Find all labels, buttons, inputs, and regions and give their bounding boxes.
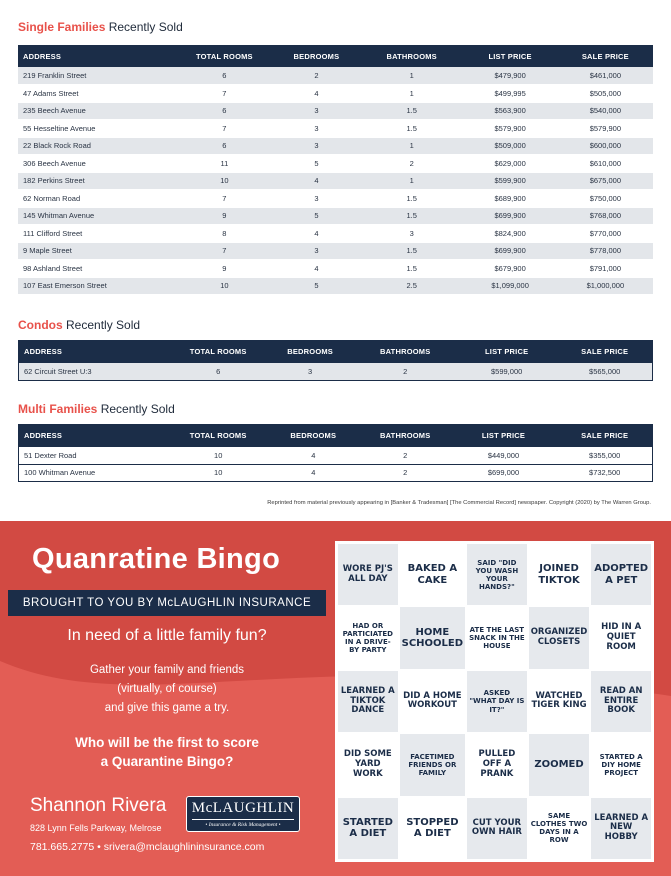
promo-question-line-2: a Quarantine Bingo?: [100, 754, 234, 769]
table-cell: 3: [272, 242, 361, 260]
column-header: LIST PRICE: [456, 341, 557, 363]
bingo-square[interactable]: STARTED A DIY HOME PROJECT: [591, 734, 651, 795]
table-cell: 1: [361, 137, 463, 155]
table-row: [19, 464, 653, 482]
table-cell: 9: [177, 207, 272, 225]
bingo-square[interactable]: ASKED "WHAT DAY IS IT?": [467, 671, 527, 732]
single-families-header-row: [18, 45, 653, 67]
table-row: [18, 85, 653, 103]
bingo-square[interactable]: READ AN ENTIRE BOOK: [591, 671, 651, 732]
single-families-table: [18, 45, 653, 295]
table-row: [18, 277, 653, 295]
table-cell: 3: [266, 363, 355, 381]
table-cell: $824,900: [462, 225, 557, 243]
table-cell: 1.5: [361, 260, 463, 278]
column-header: BEDROOMS: [266, 425, 361, 447]
table-cell: 1.5: [361, 207, 463, 225]
table-row: [19, 447, 653, 465]
table-cell: $679,900: [462, 260, 557, 278]
table-cell: 6: [177, 102, 272, 120]
bingo-square[interactable]: SAID "DID YOU WASH YOUR HANDS?": [467, 544, 527, 605]
table-cell: $449,000: [450, 447, 558, 465]
column-header: BATHROOMS: [361, 425, 450, 447]
column-header: LIST PRICE: [462, 45, 557, 67]
column-header: SALE PRICE: [557, 341, 652, 363]
single-families-heading: [18, 20, 183, 34]
table-cell: 6: [177, 67, 272, 85]
bingo-square[interactable]: STARTED A DIET: [338, 798, 398, 859]
table-row: [18, 225, 653, 243]
bingo-square[interactable]: ORGANIZED CLOSETS: [529, 607, 590, 668]
table-cell: 2: [361, 447, 450, 465]
multi-families-table: [18, 424, 653, 482]
mclaughlin-logo: [186, 796, 300, 832]
multi-families-rest: Recently Sold: [100, 402, 175, 416]
agent-name: Shannon Rivera: [30, 795, 167, 816]
table-row: [18, 190, 653, 208]
table-cell: $461,000: [558, 67, 653, 85]
table-cell: $791,000: [558, 260, 653, 278]
table-cell: 10: [171, 464, 266, 482]
table-cell: 107 East Emerson Street: [18, 277, 177, 295]
table-cell: 1.5: [361, 102, 463, 120]
bingo-square[interactable]: WORE PJ'S ALL DAY: [338, 544, 398, 605]
column-header: TOTAL ROOMS: [171, 425, 266, 447]
bingo-square[interactable]: PULLED OFF A PRANK: [467, 734, 527, 795]
table-row: [18, 260, 653, 278]
column-header: ADDRESS: [19, 425, 171, 447]
bingo-square[interactable]: DID SOME YARD WORK: [338, 734, 398, 795]
table-row: [19, 363, 653, 381]
table-cell: 219 Franklin Street: [18, 67, 177, 85]
table-cell: 4: [272, 85, 361, 103]
table-cell: 51 Dexter Road: [19, 447, 171, 465]
table-cell: 9: [177, 260, 272, 278]
table-cell: 11: [177, 155, 272, 173]
table-cell: 111 Clifford Street: [18, 225, 177, 243]
table-cell: $565,000: [557, 363, 652, 381]
bingo-square[interactable]: LEARNED A NEW HOBBY: [591, 798, 651, 859]
single-families-rest: Recently Sold: [108, 20, 183, 34]
table-cell: $770,000: [558, 225, 653, 243]
table-cell: $479,900: [462, 67, 557, 85]
promo-headline: In need of a little family fun?: [67, 627, 267, 644]
table-cell: 2: [361, 464, 450, 482]
bingo-card: [335, 541, 654, 862]
column-header: TOTAL ROOMS: [171, 341, 266, 363]
table-cell: 235 Beech Avenue: [18, 102, 177, 120]
bingo-square[interactable]: HOME SCHOOLED: [400, 607, 465, 668]
column-header: ADDRESS: [18, 45, 177, 67]
table-cell: 10: [171, 447, 266, 465]
quarantine-bingo-promo: [0, 521, 671, 876]
column-header: BEDROOMS: [272, 45, 361, 67]
column-header: SALE PRICE: [558, 45, 653, 67]
condos-table: [18, 340, 653, 381]
table-cell: 1.5: [361, 190, 463, 208]
table-cell: 3: [272, 120, 361, 138]
table-cell: 1: [361, 85, 463, 103]
table-cell: 1: [361, 67, 463, 85]
table-cell: 306 Beech Avenue: [18, 155, 177, 173]
column-header: BEDROOMS: [266, 341, 355, 363]
table-row: [18, 102, 653, 120]
promo-body-line-3: and give this game a try.: [104, 702, 230, 714]
bingo-square[interactable]: DID A HOME WORKOUT: [400, 671, 465, 732]
column-header: SALE PRICE: [557, 425, 652, 447]
table-row: [18, 67, 653, 85]
promo-body-line-1: Gather your family and friends: [89, 664, 245, 676]
table-cell: $499,995: [462, 85, 557, 103]
reprint-credit: Reprinted from material previously appearing in [Banker & Tradesman] [The Commercial Record] newspaper. Copyright (2020) by The Warren Group.: [267, 500, 651, 506]
table-row: [18, 155, 653, 173]
column-header: TOTAL ROOMS: [177, 45, 272, 67]
logo-tagline: • Insurance & Risk Management •: [192, 819, 294, 828]
bingo-square[interactable]: WATCHED TIGER KING: [529, 671, 590, 732]
table-cell: 47 Adams Street: [18, 85, 177, 103]
table-cell: $1,000,000: [558, 277, 653, 295]
table-cell: 2: [355, 363, 456, 381]
table-cell: 62 Circuit Street U:3: [19, 363, 171, 381]
table-cell: 100 Whitman Avenue: [19, 464, 171, 482]
table-cell: 4: [272, 225, 361, 243]
multi-families-accent: Multi Families: [18, 402, 98, 416]
table-cell: $732,500: [557, 464, 652, 482]
table-cell: 7: [177, 120, 272, 138]
table-cell: $540,000: [558, 102, 653, 120]
table-cell: 3: [272, 137, 361, 155]
table-cell: $509,000: [462, 137, 557, 155]
table-cell: 6: [177, 137, 272, 155]
single-families-accent: Single Families: [18, 20, 106, 34]
table-cell: $505,000: [558, 85, 653, 103]
table-cell: $689,900: [462, 190, 557, 208]
table-cell: 9 Maple Street: [18, 242, 177, 260]
bingo-square[interactable]: BAKED A CAKE: [400, 544, 465, 605]
table-cell: 4: [272, 172, 361, 190]
table-row: [18, 120, 653, 138]
table-cell: $778,000: [558, 242, 653, 260]
table-cell: $563,900: [462, 102, 557, 120]
column-header: ADDRESS: [19, 341, 171, 363]
condos-accent: Condos: [18, 318, 63, 332]
table-cell: 98 Ashland Street: [18, 260, 177, 278]
bingo-square[interactable]: FACETIMED FRIENDS OR FAMILY: [400, 734, 465, 795]
bingo-square[interactable]: ATE THE LAST SNACK IN THE HOUSE: [467, 607, 527, 668]
table-cell: $579,900: [558, 120, 653, 138]
bingo-square[interactable]: HID IN A QUIET ROOM: [591, 607, 651, 668]
table-cell: $629,000: [462, 155, 557, 173]
table-row: [18, 242, 653, 260]
table-cell: 2: [361, 155, 463, 173]
agent-address: 828 Lynn Fells Parkway, Melrose: [30, 823, 162, 833]
bingo-square[interactable]: JOINED TIKTOK: [529, 544, 590, 605]
table-cell: 2: [272, 67, 361, 85]
table-cell: 4: [272, 260, 361, 278]
table-row: [18, 172, 653, 190]
table-cell: $599,000: [456, 363, 557, 381]
table-cell: 22 Black Rock Road: [18, 137, 177, 155]
bingo-square[interactable]: HAD OR PARTICIATED IN A DRIVE-BY PARTY: [338, 607, 398, 668]
promo-body-line-2: (virtually, of course): [117, 683, 217, 695]
table-cell: 6: [171, 363, 266, 381]
table-cell: $699,900: [462, 207, 557, 225]
table-cell: 5: [272, 277, 361, 295]
table-cell: $579,900: [462, 120, 557, 138]
table-cell: $1,099,000: [462, 277, 557, 295]
table-cell: $768,000: [558, 207, 653, 225]
promo-question-line-1: Who will be the first to score: [75, 735, 259, 750]
table-cell: $599,900: [462, 172, 557, 190]
bingo-square[interactable]: SAME CLOTHES TWO DAYS IN A ROW: [529, 798, 590, 859]
table-cell: 7: [177, 85, 272, 103]
multi-families-heading: [18, 402, 175, 416]
sponsor-banner: BROUGHT TO YOU BY McLAUGHLIN INSURANCE: [8, 590, 326, 616]
table-cell: 3: [272, 190, 361, 208]
table-cell: 2.5: [361, 277, 463, 295]
table-cell: 1: [361, 172, 463, 190]
table-cell: 10: [177, 277, 272, 295]
bingo-square[interactable]: ADOPTED A PET: [591, 544, 651, 605]
table-cell: 4: [266, 447, 361, 465]
table-cell: 145 Whitman Avenue: [18, 207, 177, 225]
bingo-square[interactable]: STOPPED A DIET: [400, 798, 465, 859]
table-cell: 7: [177, 242, 272, 260]
table-cell: 1.5: [361, 120, 463, 138]
bingo-square[interactable]: ZOOMED: [529, 734, 590, 795]
table-cell: 5: [272, 155, 361, 173]
table-cell: 8: [177, 225, 272, 243]
table-cell: $699,900: [462, 242, 557, 260]
condos-rest: Recently Sold: [66, 318, 141, 332]
agent-contact[interactable]: 781.665.2775 • srivera@mclaughlininsurance.com: [30, 841, 265, 853]
condos-header-row: [19, 341, 653, 363]
table-cell: $699,000: [450, 464, 558, 482]
table-cell: 4: [266, 464, 361, 482]
column-header: BATHROOMS: [355, 341, 456, 363]
column-header: LIST PRICE: [450, 425, 558, 447]
bingo-square[interactable]: CUT YOUR OWN HAIR: [467, 798, 527, 859]
column-header: BATHROOMS: [361, 45, 463, 67]
table-row: [18, 207, 653, 225]
table-cell: 3: [361, 225, 463, 243]
table-cell: 62 Norman Road: [18, 190, 177, 208]
condos-heading: [18, 318, 140, 332]
table-cell: 10: [177, 172, 272, 190]
table-cell: 7: [177, 190, 272, 208]
table-cell: 5: [272, 207, 361, 225]
table-cell: 1.5: [361, 242, 463, 260]
promo-title: Quanratine Bingo: [32, 543, 281, 575]
bingo-square[interactable]: LEARNED A TIKTOK DANCE: [338, 671, 398, 732]
table-cell: 55 Hesseltine Avenue: [18, 120, 177, 138]
table-row: [18, 137, 653, 155]
table-cell: 182 Perkins Street: [18, 172, 177, 190]
logo-wordmark: McLAUGHLIN: [191, 800, 295, 816]
table-cell: $600,000: [558, 137, 653, 155]
multi-families-header-row: [19, 425, 653, 447]
table-cell: $750,000: [558, 190, 653, 208]
table-cell: 3: [272, 102, 361, 120]
table-cell: $610,000: [558, 155, 653, 173]
table-cell: $675,000: [558, 172, 653, 190]
table-cell: $355,000: [557, 447, 652, 465]
